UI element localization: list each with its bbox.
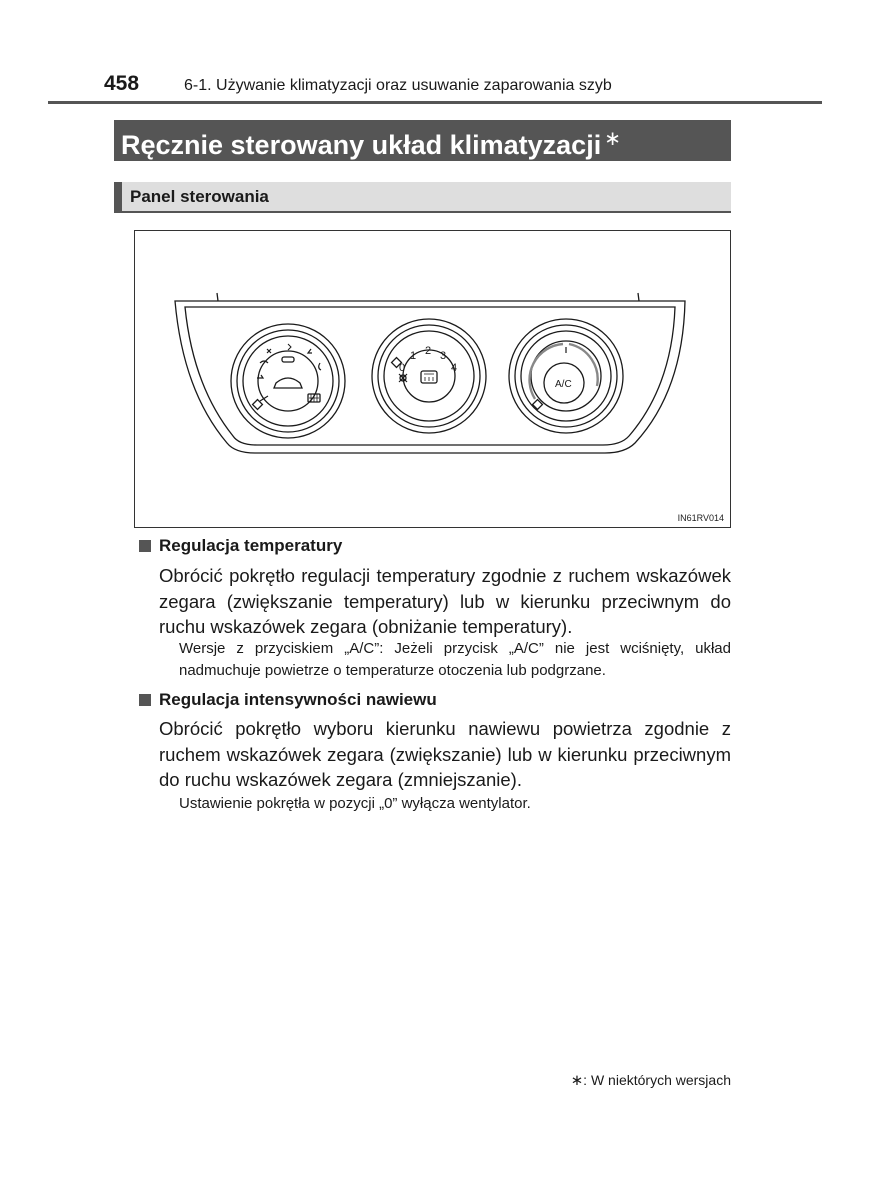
panel-clip-right — [638, 293, 639, 301]
item-note-fan: Ustawienie pokrętła w pozycji „0” wyłącza wentylator. — [179, 795, 531, 812]
fan-speed-label-2: 2 — [425, 345, 432, 357]
ac-button-label: A/C — [555, 379, 572, 390]
control-panel-illustration — [135, 231, 730, 527]
item-heading-text: Regulacja intensywności nawiewu — [159, 690, 437, 709]
bullet-square — [139, 540, 151, 552]
item-body-temperature: Obrócić pokrętło regulacji temperatury zgodnie z ruchem wskazówek zegara (zwiększanie temperatury) lub w kierunku przeciwnym do ruchu wskazówek zegara (obniżanie temperatury). — [159, 565, 731, 637]
item-heading-fan — [139, 690, 437, 710]
fan-speed-label-3: 3 — [440, 350, 447, 362]
fan-speed-label-0: 0 — [399, 362, 406, 374]
control-panel-figure — [134, 230, 731, 528]
panel-outer-bezel — [175, 301, 685, 453]
fan-speed-label-1: 1 — [410, 350, 417, 362]
fan-speed-label-4: 4 — [451, 362, 458, 374]
subsection-bar — [114, 182, 122, 213]
item-heading-temperature — [139, 536, 342, 556]
item-body-fan: Obrócić pokrętło wyboru kierunku nawiewu powietrza zgodnie z ruchem wskazówek zegara (zwiększanie) lub w kierunku przeciwnym do ruchu wskazówek zegara (zmniejszanie). — [159, 718, 731, 790]
section-title — [114, 120, 731, 161]
footnote-text: : W niektórych wersjach — [583, 1072, 731, 1088]
item-heading-text: Regulacja temperatury — [159, 536, 343, 555]
subsection-title: Panel sterowania — [130, 187, 269, 206]
fan-speed-knob — [372, 319, 486, 433]
mode-knob — [231, 324, 345, 438]
header-rule — [48, 101, 822, 104]
subsection-header — [114, 182, 731, 213]
section-title-text: Ręcznie sterowany układ klimatyzacji — [121, 130, 602, 160]
panel-clip-left — [217, 293, 218, 301]
page-number: 458 — [104, 72, 140, 95]
footnote-marker: ∗ — [570, 1072, 584, 1089]
section-title-marker: ∗ — [604, 128, 621, 150]
item-note-temperature: Wersje z przyciskiem „A/C”: Jeżeli przycisk „A/C” nie jest wciśnięty, układ nadmuchuje powietrze o temperaturze otoczenia lub podgrzane. — [179, 640, 731, 679]
chapter-title: 6-1. Używanie klimatyzacji oraz usuwanie zaparowania szyb — [184, 77, 612, 94]
footnote — [571, 1071, 731, 1089]
figure-code: IN61RV014 — [677, 513, 724, 523]
temperature-knob — [509, 319, 623, 433]
bullet-square — [139, 694, 151, 706]
recirculation-icon — [274, 378, 302, 388]
